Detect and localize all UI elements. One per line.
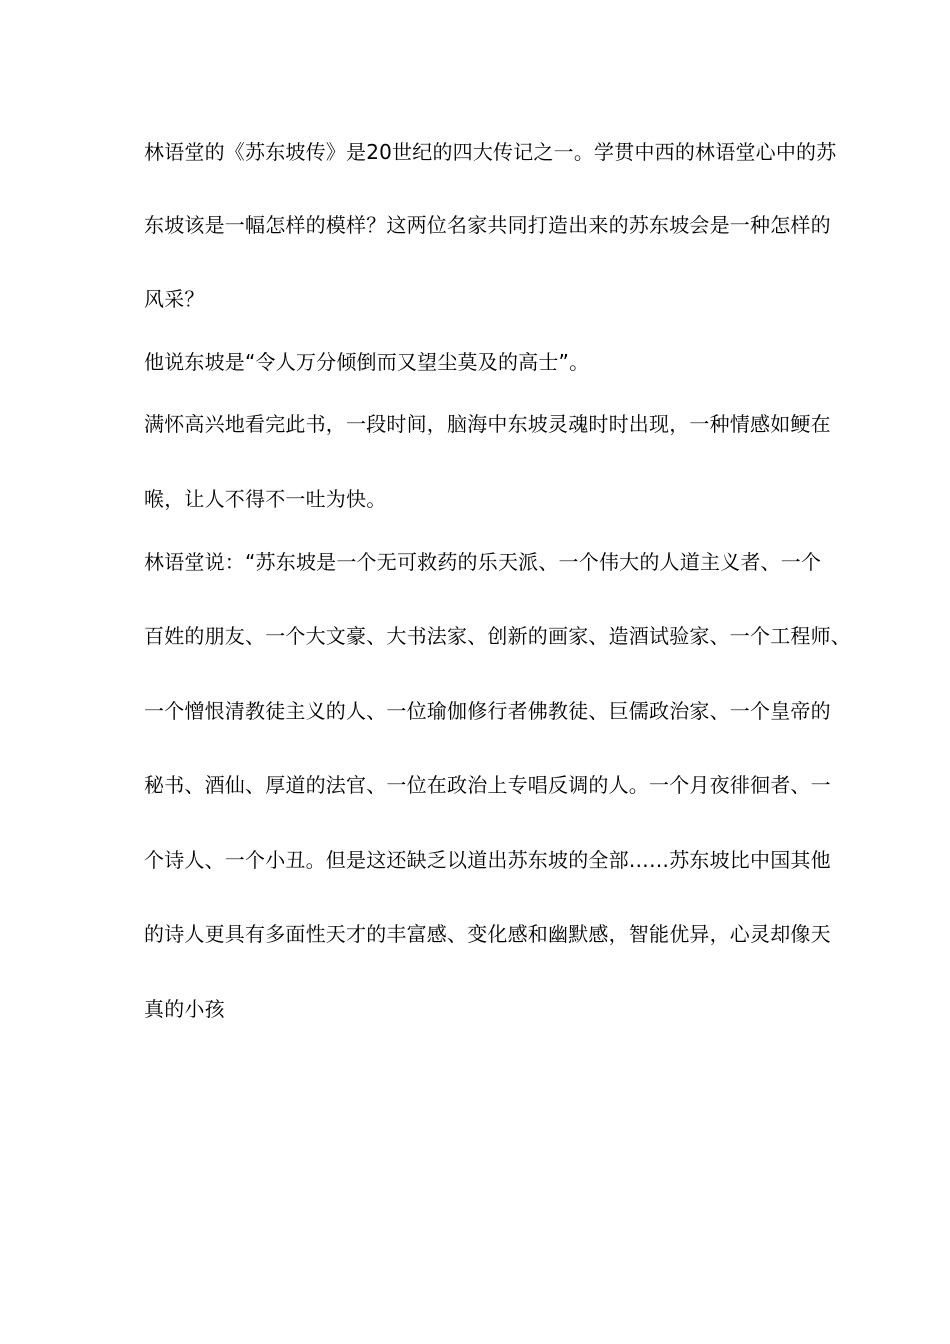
paragraph-3-line-1: 满怀高兴地看完此书，一段时间，脑海中东坡灵魂时时出现，一种情感如鲠在 [144, 412, 831, 436]
paragraph-4-line-2: 百姓的朋友、一个大文豪、大书法家、创新的画家、造酒试验家、一个工程师、 [144, 624, 851, 648]
paragraph-4-line-7: 真的小孩 [144, 997, 225, 1021]
paragraph-3-line-2: 喉，让人不得不一吐为快。 [144, 487, 387, 511]
paragraph-4-line-6: 的诗人更具有多面性天才的丰富感、变化感和幽默感，智能优异，心灵却像天 [144, 922, 831, 946]
paragraph-4-line-1: 林语堂说：“苏东坡是一个无可救药的乐天派、一个伟大的人道主义者、一个 [144, 550, 822, 574]
paragraph-4-line-4: 秘书、酒仙、厚道的法官、一位在政治上专唱反调的人。一个月夜徘徊者、一 [144, 773, 831, 797]
paragraph-1-line-2: 东坡该是一幅怎样的模样？这两位名家共同打造出来的苏东坡会是一种怎样的 [144, 213, 831, 237]
paragraph-2-line-1: 他说东坡是“令人万分倾倒而又望尘莫及的高士”。 [144, 350, 590, 374]
paragraph-4-line-5: 个诗人、一个小丑。但是这还缺乏以道出苏东坡的全部……苏东坡比中国其他 [144, 848, 831, 872]
paragraph-1-line-3: 风采？ [144, 287, 205, 311]
paragraph-4-line-3: 一个憎恨清教徒主义的人、一位瑜伽修行者佛教徒、巨儒政治家、一个皇帝的 [144, 699, 831, 723]
paragraph-1-line-1: 林语堂的《苏东坡传》是20世纪的四大传记之一。学贯中西的林语堂心中的苏 [144, 140, 837, 164]
